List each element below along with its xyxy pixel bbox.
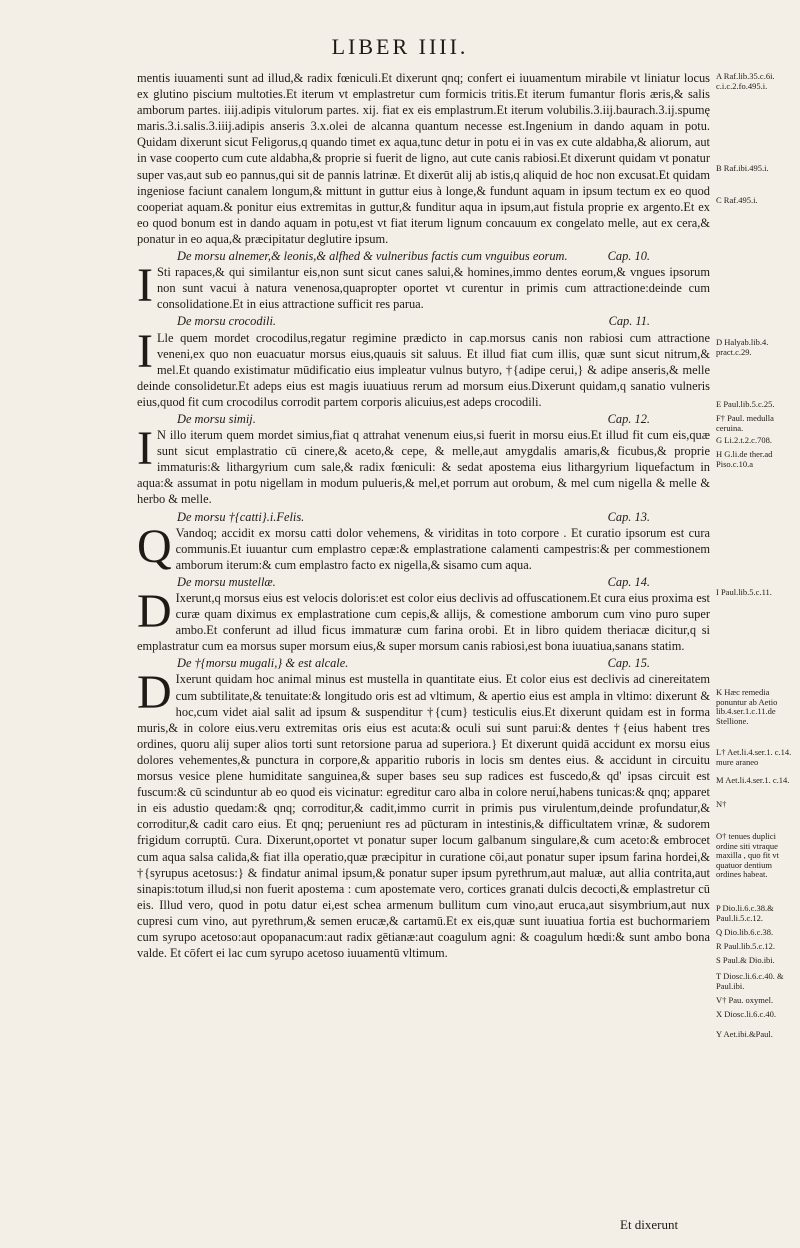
margin-note: O† tenues duplici ordine siti vtraque maxilla , quo fit vt quatuor dentium ordines habeat. (716, 831, 780, 879)
running-head: LIBER IIII. (331, 34, 469, 59)
margin-note: I Paul.lib.5.c.11. (716, 587, 772, 597)
chapter-title: De morsu alnemer,& leonis,& alfhed & vulneribus factis cum vnguibus eorum. (177, 249, 568, 264)
chapter-number: Cap. 13. (607, 509, 650, 524)
catchword: Et dixerunt (620, 1217, 679, 1232)
chapter-title: De morsu mustellæ. (177, 574, 276, 589)
chapter-body: Sti rapaces,& qui similantur eis,non sunt sicut canes salui,& homines,immo dentes eorum,& vngues ipsorum non sunt vacui à natura venenosa,quapropter oportet vt curentur in primis cum attractione:deinde cum consolidatione.Et in eius attractione sufficit res parua. (156, 265, 710, 312)
main-text-column (137, 70, 710, 961)
chapter-11-text (137, 324, 710, 410)
drop-capital: D (137, 666, 172, 720)
chapter-heading-13 (137, 509, 710, 525)
chapter-heading-12 (137, 411, 710, 427)
chapter-heading-11 (137, 313, 710, 329)
chapter-body: Ixerunt,q morsus eius est velocis doloris:et est color eius declivis ad offuscationem.Et cura eius proxima est curæ quam diximus ex emplastratione cum cepis,& allijs, & comestione amborum cum vino puro super ambo.Et conferunt ad illud ficus immaturæ cum farina orobi. Et in libro quidem theriacæ dicitur,q si emplastratur cum ea morsus super morsum eius,& super morsum canis rabiosi,est bona iuuatiua,sanans statim. (137, 591, 710, 654)
chapter-heading-14 (137, 574, 710, 590)
chapter-number: Cap. 11. (608, 314, 650, 329)
margin-note: C Raf.495.i. (716, 195, 758, 205)
margin-note: N† (716, 799, 727, 809)
paragraph-continuation: mentis iuuamenti sunt ad illud,& radix fœniculi.Et dixerunt qnq; confert ei iuuamentum mirabile vt liniatur locus ex glutino piscium multoties.Et iterum vt emplastretur cum formicis tritis.Et iterum fumantur floris æris,& salis amborum partes. iiij.adipis vitulorum partes. xij. fiat ex eis emplastrum.Et iterum volubilis.3.iij.baurach.3.ij.spumę maris.3.i.salis.3.iiij.adipis anseris 3.x.olei de alcanna quantum necesse est.Ingenium in dando aquam in potu. Quidam dixerunt sicut Feligorus,q quando timet ex aqua,tunc detur in potu ei in vas ex cute aldabha,& aliorum, aut in vase cooperto cum cute aldabha,& proprie si fuerit de ligno, aut cute canis rabiosi.Et dixerunt quidam vt ponatur super vas,aut sub eo pannus,qui sit de pannis latrinæ. Et dixerūt alij ab istis,q aliquid de hoc non excusat.Et quidam ingeniose faciunt canalem longum,& mittunt in guttur eius à longe,& fundunt aquam in ipsum tectum ex eo quod cooperiat aquam.& ponitur eius extremitas in guttur,& funditur aqua in ipsum,aut fistula proprie ex argento.Et ex eo quod bonum est in dando aquam in potu,est vt fiat iterum lignum concauum ex congelato melle, aut ex cera,& ponatur in eo aqua,& præcipitatur deglutire ipsum. (137, 71, 710, 246)
margin-note: X Diosc.li.6.c.40. (716, 1009, 776, 1019)
chapter-title: De morsu †{catti}.i.Felis. (177, 509, 305, 524)
chapter-title: De morsu crocodili. (177, 314, 276, 329)
drop-capital: I (137, 422, 153, 476)
drop-capital: I (137, 324, 153, 378)
chapter-heading-10 (137, 248, 710, 264)
margin-note: K Hæc remedia ponuntur ab Aetio lib.4.ser.1.c.11.de Stellione. (716, 687, 778, 726)
chapter-14-text (137, 585, 710, 654)
margin-note: D Halyab.lib.4. pract.c.29. (716, 337, 769, 357)
margin-note: B Raf.ibi.495.i. (716, 163, 769, 173)
chapter-number: Cap. 10. (607, 249, 650, 264)
margin-note: E Paul.lib.5.c.25. (716, 399, 775, 409)
chapter-13-text (137, 519, 710, 573)
drop-capital: D (137, 585, 172, 638)
margin-note: L† Aet.li.4.ser.1. c.14. mure araneo (716, 747, 792, 767)
drop-capital: Q (137, 519, 172, 573)
chapter-title: De morsu simij. (177, 411, 256, 426)
chapter-number: Cap. 12. (607, 411, 650, 426)
chapter-15-text (137, 666, 710, 961)
chapter-body: Vandoq; accidit ex morsu catti dolor vehemens, & viriditas in toto corpore . Et curatio ipsorum est cura communis.Et iuuantur cum emplastro cepæ:& emplastratione calamenti campestris:& per commestionem amborum iterum:& cum emplastro facto ex nigella,& sisamo cum aqua. (175, 525, 710, 572)
chapter-number: Cap. 15. (607, 656, 650, 671)
drop-capital: I (137, 259, 153, 313)
margin-note: V† Pau. oxymel. (716, 995, 774, 1005)
margin-note: Y Aet.ibi.&Paul. (716, 1029, 773, 1039)
margin-note: T Diosc.li.6.c.40. & Paul.ibi. (716, 971, 784, 991)
chapter-12-text (137, 422, 710, 507)
margin-note: R Paul.lib.5.c.12. (716, 941, 776, 951)
margin-note: A Raf.lib.35.c.6i. c.i.c.2.fo.495.i. (716, 71, 775, 91)
margin-note: G Li.2.t.2.c.708. (716, 435, 772, 445)
margin-note: H G.li.de ther.ad Piso.c.10.a (716, 449, 773, 469)
margin-note: F† Paul. medulla ceruina. (716, 413, 774, 433)
chapter-body: Lle quem mordet crocodilus,regatur regimine prædicto in cap.morsus canis non rabiosi cum attractione veneni,ex quo non euacuatur morsus eius,quauis sit saluus. Et illud fiat cum illis, quæ sunt sicut nitrum,& mel.Et quando existimatur mūdificatio eius impleatur vulnus butyro, †{adipe cerui,} & adipe anseris,& melle deinde consolidetur.Et adeps eius est magis iuuatiuus rerum ad morsum eius.Dixerunt quidam,q sanatio vulneris eius,quod fit cum crocodilus corrodit partem corporis alicuius,est adeps crocodili. (137, 330, 710, 409)
margin-note: Q Dio.lib.6.c.38. (716, 927, 774, 937)
chapter-title: De †{morsu mugali,} & est alcale. (177, 656, 349, 671)
chapter-10-text (137, 259, 710, 313)
chapter-body: Ixerunt quidam hoc animal minus est mustella in quantitate eius. Et color eius est declivis ad cinereitatem cum subtilitate,& tenuitate:& longitudo oris est ad vltimum, & apertio eius est ampla in vltimo: dixerunt & hoc,cum videt aial salit ad ipsum & suspenditur †{cum} testiculis eius.Et dixerunt quidam est in forma muris,& in colore eius.veru extremitas oris eius est acuta:& oculi sui sunt parui:& dentes †{eius habent tres ordines, quoru alij super alios torti sunt retorsione parua ad superiora.} Et dixerunt quidā accidunt ex morsu eius dolores vehementes,& punctura in corpore,& apparitio ruboris in locis sm dentes eius. & accidunt in circuitu morsus vesice plene humiditate sanguinea,& super bases seu sup radices est fuscedo,& qd' ipsas circuit est fuscum:& cū scinduntur ab eo quod eis vicinatur: egreditur caro alba in colore neruí,habens tunicas:& qnq; apparet in eis adustio quedam:& qnq; corroditur,& cadit,immo currit in primis pus virulentum,deinde profundatur,& corroditur,& cadit caro eius. Et qnq; perueniunt res ad pūcturam in intestinis,& difficultatem vrinæ, & sudorem frigidum corruptū. Cura. Dixerunt,oportet vt ponatur super locum galbanum singulare,& cum aceto:& embrocet cum aqua salsa calida,& fiat illa operatio,quæ præcipitur in curatione cōi,aut ponatur super ipsum farina hordei,& †{syrupus acetosus:} & findatur animal ipsum,& ponatur super ipsum pyrethrum,aut maluæ, aut allia contrita,aut sinapis:totum illud,si non fuerit apostema : cum apostemate vero, cortices granati dulcis decocti,& emplastretur cū eis. Illud vero, quod in potu datur ei,est schea armenum bullitum cum vino,aut eruca,aut sisymbrium,aut nux cupresi cum vino, aut pyrethrum,& semen erucæ,& cartamū.Et ex eis,quæ sunt iuuatiua fortia est buchormariem cum syrupo acetoso:aut opopanacum:aut radix gētianæ:aut coagulum agni: & coagulum hœdi:& sunt ambo bona valde. Et cōfert ei lac cum syrupo acetoso iuuamentū vltimum. (137, 672, 710, 961)
chapter-number: Cap. 14. (607, 574, 650, 589)
chapter-heading-15 (137, 655, 710, 671)
margin-note: P Dio.li.6.c.38.& Paul.li.5.c.12. (716, 903, 774, 923)
margin-note: S Paul.& Dio.ibi. (716, 955, 775, 965)
chapter-body: N illo iterum quem mordet simius,fiat q attrahat venenum eius,si fuerit in morsu eius.Et illud fit cum eis,quæ sunt sicut emplastratio cū cinere,& aceto,& cepe, & melle,aut amygdalis amaris,& ficubus,& proprie immaturis:& lithargyrium cum sale,& radix fœniculi: & sedat apostema eius lithargyrium liquefactum in aqua:& assumat in potu nigellam in modum pulueris,& mel,et porrum aut orobum, & mel cum nigella & melle & herbo & melle. (137, 428, 710, 507)
margin-note: M Aet.li.4.ser.1. c.14. (716, 775, 790, 785)
